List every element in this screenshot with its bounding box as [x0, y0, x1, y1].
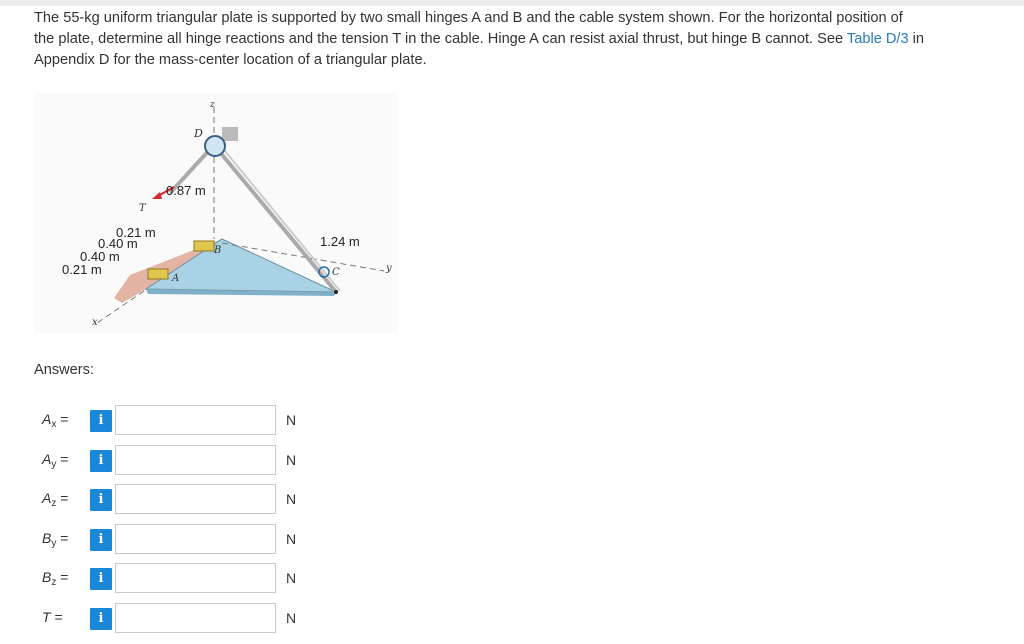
- question-text-part2: in Appendix D for the mass-center location of a triangular plate.: [34, 31, 924, 68]
- answer-row-by: [0, 524, 330, 556]
- pulley-bracket: [222, 127, 238, 141]
- dim-040-bottom: 0.40 m: [80, 249, 120, 264]
- problem-figure: [34, 93, 398, 333]
- label-a: A: [172, 273, 180, 284]
- corner-c: [334, 290, 338, 294]
- answer-label-bz: [42, 569, 69, 588]
- answer-row-t: [0, 603, 330, 635]
- question-text-part1: The 55-kg uniform triangular plate is supported by two small hinges A and B and the cable system shown. For the horizontal position of the plate, determine all hinge reactions and the tension T in the cable. Hinge A can resist axial thrust, but hinge B cannot. See: [34, 10, 903, 47]
- answer-input-t[interactable]: [115, 603, 276, 633]
- unit-label: N: [286, 491, 297, 507]
- answer-symbol: T: [42, 609, 51, 625]
- dim-021-bottom: 0.21 m: [62, 262, 102, 277]
- answer-label-t: [42, 609, 63, 625]
- unit-label: N: [286, 452, 297, 468]
- answer-subscript: z: [51, 577, 57, 588]
- answer-input-ax[interactable]: [115, 405, 276, 435]
- answer-row-bz: [0, 563, 330, 595]
- pulley-d: [205, 136, 225, 156]
- dim-021-top: 0.21 m: [116, 225, 156, 240]
- answer-subscript: y: [51, 538, 57, 549]
- answer-equals: =: [56, 411, 69, 427]
- answer-symbol: B: [42, 569, 52, 585]
- answer-symbol: A: [42, 451, 52, 467]
- answer-row-ay: [0, 445, 330, 477]
- answer-input-by[interactable]: [115, 524, 276, 554]
- answer-label-ax: [42, 411, 69, 430]
- label-d: D: [194, 127, 203, 140]
- answer-symbol: B: [42, 530, 52, 546]
- answer-label-ay: [42, 451, 69, 470]
- answer-label-by: [42, 530, 69, 549]
- info-icon[interactable]: i: [90, 529, 112, 551]
- label-z: z: [210, 100, 215, 110]
- dim-040-top: 0.40 m: [98, 236, 138, 251]
- answer-row-az: [0, 484, 330, 516]
- answers-label: Answers:: [34, 362, 95, 378]
- dim-087: 0.87 m: [166, 183, 206, 198]
- answer-label-az: [42, 490, 69, 509]
- label-x: x: [92, 317, 98, 328]
- label-b: B: [214, 245, 222, 256]
- table-d3-link[interactable]: Table D/3: [846, 31, 909, 47]
- unit-label: N: [286, 531, 297, 547]
- info-icon[interactable]: i: [90, 410, 112, 432]
- answer-equals: =: [56, 490, 69, 506]
- answer-symbol: A: [42, 490, 52, 506]
- label-y: y: [386, 263, 392, 274]
- unit-label: N: [286, 610, 297, 626]
- answer-row-ax: [0, 405, 330, 437]
- answer-input-az[interactable]: [115, 484, 276, 514]
- top-divider: [0, 0, 1024, 6]
- dim-124: 1.24 m: [320, 234, 360, 249]
- answer-symbol: A: [42, 411, 52, 427]
- answer-equals: =: [50, 609, 63, 625]
- answer-subscript: y: [51, 459, 57, 470]
- answer-equals: =: [56, 530, 69, 546]
- answer-input-ay[interactable]: [115, 445, 276, 475]
- unit-label: N: [286, 412, 297, 428]
- triangular-plate-diagram: [34, 93, 398, 333]
- label-c: C: [332, 267, 340, 278]
- answer-input-bz[interactable]: [115, 563, 276, 593]
- info-icon[interactable]: i: [90, 450, 112, 472]
- answer-equals: =: [56, 451, 69, 467]
- figure-background: [34, 93, 398, 333]
- unit-label: N: [286, 570, 297, 586]
- info-icon[interactable]: i: [90, 568, 112, 590]
- info-icon[interactable]: i: [90, 608, 112, 630]
- answer-equals: =: [56, 569, 69, 585]
- hinge-a: [148, 269, 168, 279]
- hinge-b: [194, 241, 214, 251]
- answer-subscript: x: [51, 419, 57, 430]
- info-icon[interactable]: i: [90, 489, 112, 511]
- question-text: [34, 8, 924, 71]
- label-t: T: [139, 203, 146, 214]
- answer-subscript: z: [51, 498, 57, 509]
